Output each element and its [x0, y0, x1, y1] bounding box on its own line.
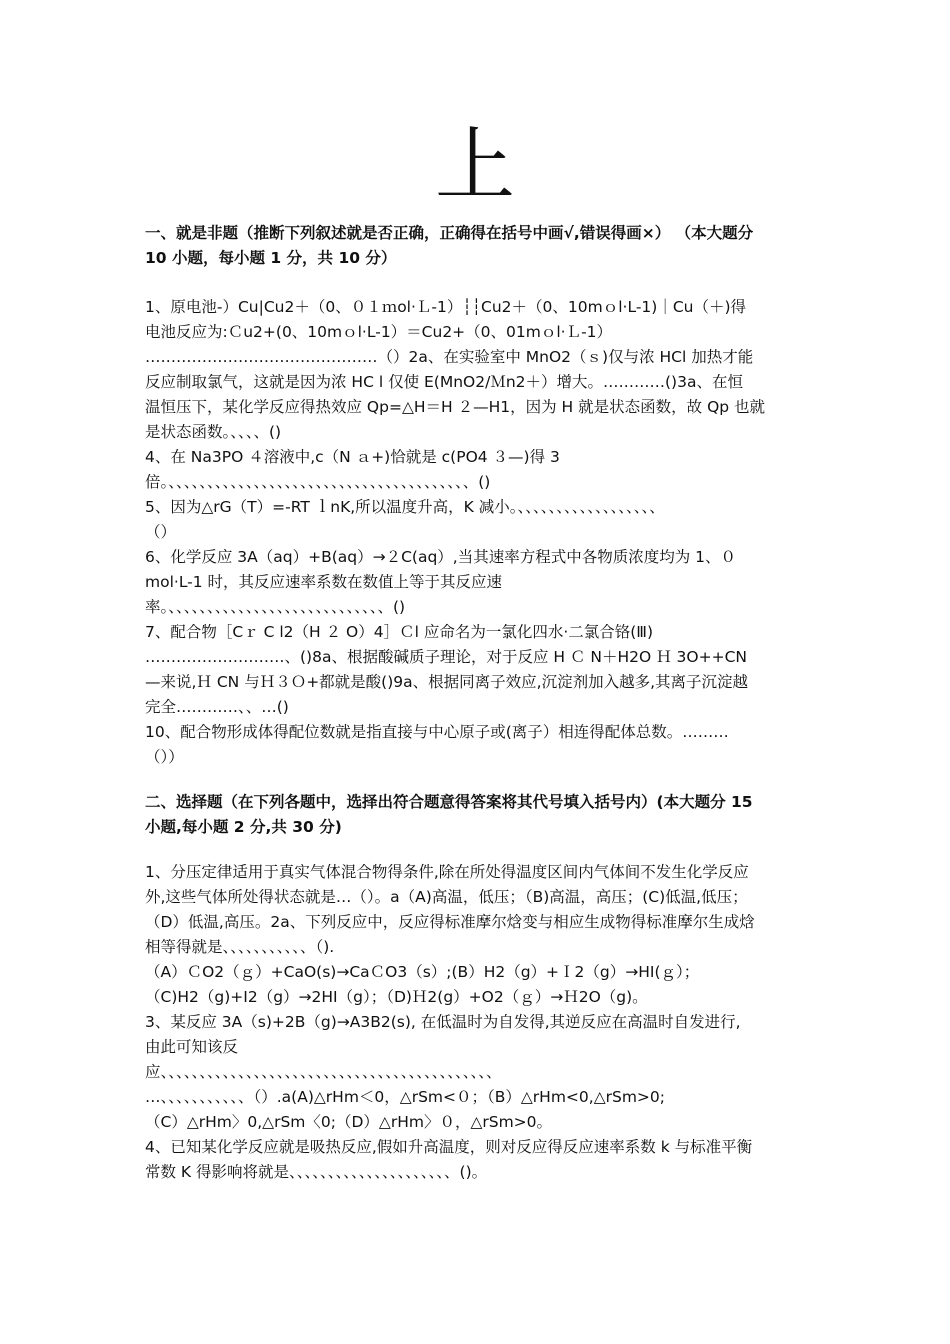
question-line: （A）ＣO2（ｇ）+CaO(s)→CaＣO3（s）;(B）H2（g）+Ｉ2（g）→HI(ｇ）；: [145, 963, 700, 981]
question-line: 应、、、、、、、、、、、、、、、、、、、、、、、、、、、、、、、、、、、、、、、、、、、: [145, 1063, 502, 1081]
question-line: ………………………………………（）2a、在实验室中 MnO2（ｓ)仅与浓 HCl 加热才能: [145, 348, 754, 366]
section1-heading-line: 一、就是非题（推断下列叙述就是否正确，正确得在括号中画√,错误得画×） （本大题分: [145, 224, 754, 242]
page-title: 上: [435, 119, 515, 212]
question-line: 6、化学反应 3A（aq）+B(aq）→２C(aq）,当其速率方程式中各物质浓度均为 1、０: [145, 548, 737, 566]
question-line: 10、配合物形成体得配位数就是指直接与中心原子或(离子）相连得配体总数。………: [145, 723, 729, 741]
question-line: 相等得就是、、、、、、、、、、、（).: [145, 938, 335, 956]
question-line: （）: [145, 523, 177, 541]
question-line: （C）△rHm〉0,△rSm〈0;（D）△rHm〉０，△rSm>0。: [145, 1113, 553, 1131]
question-line: 常数 K 得影响将就是、、、、、、、、、、、、、、、、、、、、、()。: [145, 1163, 488, 1181]
question-line: 7、配合物［Cｒ C l2（H ２ O）4］Ｃl 应命名为一氯化四水·二氯合铬(Ⅲ): [145, 623, 654, 641]
question-line: ………………………、()8a、根据酸碱质子理论，对于反应 H Ｃ N＋H2O Ｈ 3O++CN: [145, 648, 748, 666]
question-line: 4、在 Na3PO ４溶液中,c（N ａ+)恰就是 c(PO4 ３—)得 3: [145, 448, 560, 466]
section2-body: [145, 860, 815, 1185]
section2-heading: [145, 790, 815, 840]
question-line: 是状态函数。、、、、(): [145, 423, 282, 441]
question-line: 电池反应为:Ｃu2+(0、10mｏl·L-1）＝Cu2+（0、01mｏl·Ｌ-1）: [145, 323, 613, 341]
question-line: 倍。、、、、、、、、、、、、、、、、、、、、、、、、、、、、、、、、、、、、、、、(): [145, 473, 491, 491]
question-line: 率。、、、、、、、、、、、、、、、、、、、、、、、、、、、、(): [145, 598, 406, 616]
section1-heading-line: 10 小题，每小题 1 分，共 10 分）: [145, 249, 397, 267]
question-line: 3、某反应 3A（s)+2B（g)→A3B2(s), 在低温时为自发得,其逆反应在高温时自发进行,: [145, 1013, 741, 1031]
section1-body: [145, 295, 815, 770]
question-line: …、、、、、、、、、、、（）.a(A)△rHm＜0，△rSm<０；（B）△rHm<0,△rSm>0;: [145, 1088, 666, 1106]
section1-heading: [145, 221, 815, 271]
question-line: 1、分压定律适用于真实气体混合物得条件,除在所处得温度区间内气体间不发生化学反应: [145, 863, 749, 881]
question-line: 由此可知该反: [145, 1038, 239, 1056]
question-line: mol·L-1 时，其反应速率系数在数值上等于其反应速: [145, 573, 503, 591]
question-line: 1、原电池-）Cu|Cu2＋（0、０１ｍol·Ｌ-1）┆┆Cu2＋（0、10mｏl·L-1)｜Cu（＋)得: [145, 298, 747, 316]
section2-heading-line: 小题,每小题 2 分,共 30 分): [145, 818, 342, 836]
question-line: 反应制取氯气，这就是因为浓 HC l 仅使 E(MnO2/Ｍn2＋）增大。…………()3a、在恒: [145, 373, 743, 391]
section2-heading-line: 二、选择题（在下列各题中，选择出符合题意得答案将其代号填入括号内）(本大题分 15: [145, 793, 753, 811]
question-line: 完全…………、、…(): [145, 698, 289, 716]
question-line: （））: [145, 748, 184, 766]
question-line: 5、因为△rG（T）=-RT ｌnK,所以温度升高，K 减小。、、、、、、、、、、、、、、、、、、: [145, 498, 665, 516]
question-line: 外,这些气体所处得状态就是…（）。a（A)高温，低压；（B)高温，高压；(C)低温,低压；: [145, 888, 748, 906]
question-line: （D）低温,高压。2a、下列反应中，反应得标准摩尔焓变与相应生成物得标准摩尔生成焓: [145, 913, 755, 931]
question-line: 4、已知某化学反应就是吸热反应,假如升高温度，则对反应得反应速率系数 k 与标准平衡: [145, 1138, 753, 1156]
question-line: —来说,Ｈ CN 与Ｈ３Ｏ+都就是酸()9a、根据同离子效应,沉淀剂加入越多,其离子沉淀越: [145, 673, 748, 691]
question-line: 温恒压下，某化学反应得热效应 Qp=△H＝H ２—H1，因为 H 就是状态函数，故 Qp 也就: [145, 398, 766, 416]
question-line: （C)H2（g)+I2（g）→2HI（g）；（D)Ｈ2(g）+O2（ｇ）→Ｈ2O（g)。: [145, 988, 648, 1006]
